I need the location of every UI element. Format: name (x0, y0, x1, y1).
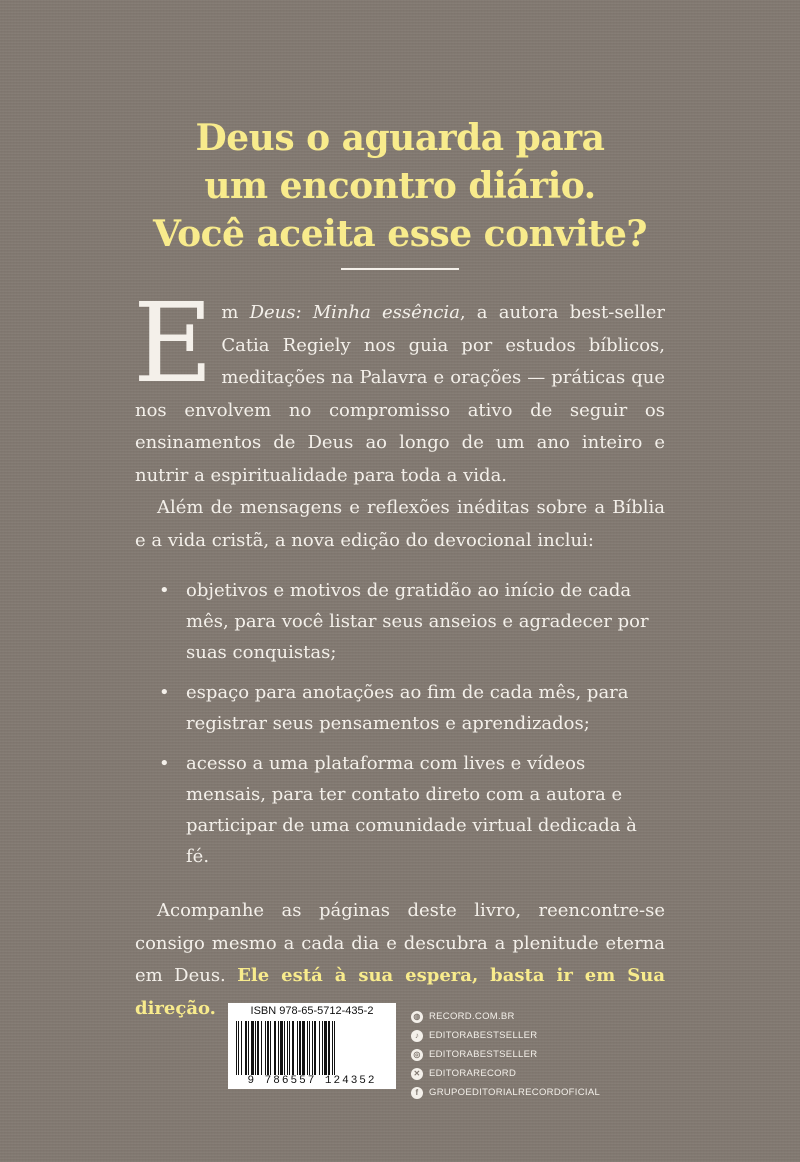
list-item: • objetivos e motivos de gratidão ao início de cada mês, para você listar seus anseios e agradecer por suas conquistas; (159, 575, 665, 668)
barcode-bars (234, 1021, 390, 1075)
barcode-bar (309, 1021, 310, 1075)
barcode-bar (280, 1021, 283, 1075)
bullet-icon: • (159, 580, 170, 601)
globe-icon: ◍ (411, 1011, 423, 1023)
barcode-bar (241, 1021, 242, 1075)
drop-cap: E (133, 279, 214, 407)
barcode-bar (292, 1021, 294, 1075)
closing-highlight: Ele está à sua espera, basta ir em Sua direção. (135, 965, 665, 1019)
barcode-bar (299, 1021, 301, 1075)
social-row-tiktok[interactable] (411, 1026, 600, 1045)
closing-text: Acompanhe as páginas deste livro, reencontre-se consigo mesmo a cada dia e descubra a plenitude eterna em Deus. (135, 900, 665, 986)
intro-rest: , a autora best-seller Catia Regiely nos guia por estudos bíblicos, meditações na Palavra e orações — práticas que nos envolvem no compromisso ativo de seguir os ensinamentos de Deus ao longo de um ano inteiro e nutrir a espiritualidade para toda a vida. (135, 302, 665, 486)
barcode-bar (267, 1021, 269, 1075)
list-item: • acesso a uma plataforma com lives e vídeos mensais, para ter contato direto com a autora e participar de uma comunidade virtual dedicada à fé. (159, 748, 665, 872)
social-row-instagram[interactable] (411, 1045, 600, 1064)
barcode-bar (238, 1021, 239, 1075)
features-intro-paragraph: Além de mensagens e reflexões inéditas sobre a Bíblia e a vida cristã, a nova edição do devocional inclui: (135, 497, 665, 551)
social-label: EDITORABESTSELLER (429, 1049, 538, 1060)
social-links (411, 1007, 600, 1102)
barcode-bar (302, 1021, 305, 1075)
barcode-bar (319, 1021, 320, 1075)
facebook-icon: f (411, 1087, 423, 1099)
bullet-icon: • (159, 682, 170, 703)
barcode-bar (251, 1021, 254, 1075)
intro-paragraph (133, 279, 665, 492)
barcode-bar (248, 1021, 249, 1075)
barcode-bar (332, 1021, 333, 1075)
barcode-bar (334, 1021, 335, 1075)
social-label: RECORD.COM.BR (429, 1011, 515, 1022)
barcode-bar (265, 1021, 266, 1075)
barcode-bar (328, 1021, 330, 1075)
tiktok-icon: ♪ (411, 1030, 423, 1042)
social-row-website[interactable] (411, 1007, 600, 1026)
list-item: • espaço para anotações ao fim de cada mês, para registrar seus pensamentos e aprendizados; (159, 677, 665, 739)
features-list (135, 575, 665, 872)
headline-line-2: um encontro diário. (204, 165, 596, 207)
barcode-bar (307, 1021, 308, 1075)
barcode-bar (289, 1021, 290, 1075)
headline-line-1: Deus o aguarda para (195, 117, 605, 159)
barcode (228, 1003, 396, 1089)
back-cover-text (133, 279, 665, 1025)
social-row-facebook[interactable] (411, 1083, 600, 1102)
barcode-bar (270, 1021, 271, 1075)
x-icon: ✕ (411, 1068, 423, 1080)
barcode-bar (245, 1021, 247, 1075)
barcode-bar (322, 1021, 323, 1075)
barcode-bar (297, 1021, 298, 1075)
barcode-bar (257, 1021, 259, 1075)
barcode-bar (278, 1021, 279, 1075)
instagram-icon: ◎ (411, 1049, 423, 1061)
barcode-bar (236, 1021, 237, 1075)
divider (341, 268, 459, 270)
barcode-bar (255, 1021, 256, 1075)
barcode-bar (314, 1021, 316, 1075)
closing-paragraph (135, 895, 665, 1025)
barcode-bar (324, 1021, 327, 1075)
isbn-label: ISBN 978-65-5712-435-2 (250, 1005, 374, 1017)
bullet-icon: • (159, 753, 170, 774)
social-label: EDITORARECORD (429, 1068, 517, 1079)
social-label: GRUPOEDITORIALRECORDOFICIAL (429, 1087, 601, 1098)
headline-line-3: Você aceita esse convite? (152, 213, 647, 255)
social-row-x[interactable] (411, 1064, 600, 1083)
intro-lead: m (221, 302, 250, 323)
barcode-digits: 9 786557 124352 (247, 1075, 377, 1087)
barcode-bar (312, 1021, 313, 1075)
barcode-bar (287, 1021, 288, 1075)
barcode-bar (274, 1021, 276, 1075)
barcode-bar (284, 1021, 285, 1075)
headline (0, 114, 800, 258)
barcode-bar (261, 1021, 262, 1075)
book-title: Deus: Minha essência (249, 302, 460, 323)
social-label: EDITORABESTSELLER (429, 1030, 538, 1041)
